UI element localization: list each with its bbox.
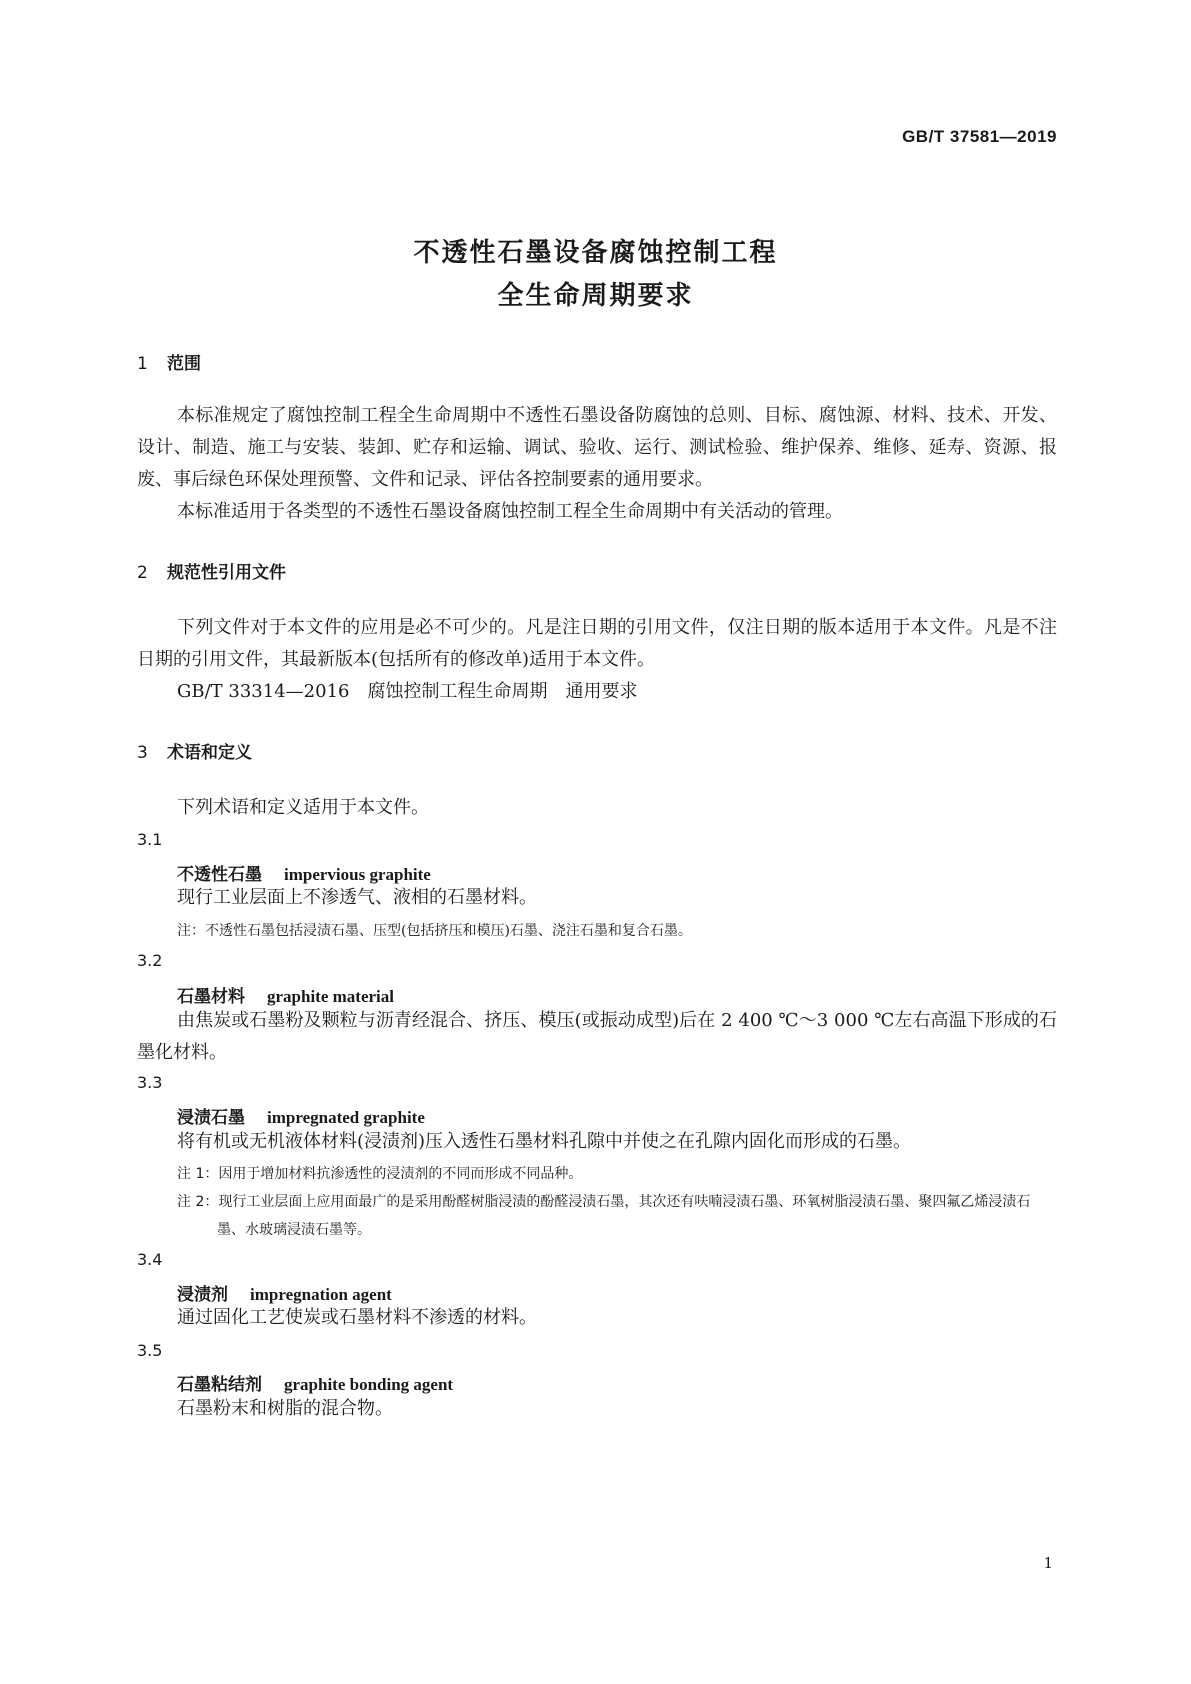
term-en: graphite material <box>267 987 394 1006</box>
term-heading <box>177 1370 453 1395</box>
section-1-heading <box>137 349 201 374</box>
term-definition: 将有机或无机液体材料(浸渍剂)压入透性石墨材料孔隙中并使之在孔隙内固化而形成的石墨。 <box>177 1131 912 1152</box>
page-number: 1 <box>1043 1554 1053 1572</box>
term-en: graphite bonding agent <box>284 1375 454 1394</box>
section-title: 范围 <box>167 354 201 374</box>
section-number: 1 <box>137 354 148 374</box>
document-title-line2: 全生命周期要求 <box>497 281 694 311</box>
term-definition: 由焦炭或石墨粉及颗粒与沥青经混合、挤压、模压(或振动成型)后在 2 400 ℃～3 000 ℃左右高温下形成的石墨化材料。 <box>137 1010 1057 1063</box>
note-text: 因用于增加材料抗渗透性的浸渍剂的不同而形成不同品种。 <box>218 1166 583 1182</box>
normative-reference: GB/T 33314—2016 腐蚀控制工程生命周期 通用要求 <box>177 681 638 702</box>
term-zh: 浸渍剂 <box>177 1285 228 1305</box>
clause-number: 3.2 <box>137 951 163 970</box>
section-number: 3 <box>137 743 148 763</box>
section-title: 规范性引用文件 <box>167 563 286 583</box>
clause-number: 3.1 <box>137 830 163 849</box>
term-definition: 石墨粉末和树脂的混合物。 <box>177 1398 393 1419</box>
section-number: 2 <box>137 563 148 583</box>
term-heading <box>177 1103 425 1128</box>
term-note: 注：不透性石墨包括浸渍石墨、压型(包括挤压和模压)石墨、浇注石墨和复合石墨。 <box>177 923 692 939</box>
term-zh: 浸渍石墨 <box>177 1108 245 1128</box>
section-2-heading <box>137 558 286 583</box>
section-3-heading <box>137 738 252 763</box>
term-zh: 石墨粘结剂 <box>177 1375 262 1395</box>
term-en: impregnated graphite <box>267 1108 425 1127</box>
term-note-1 <box>177 1160 1057 1188</box>
term-note-2 <box>177 1188 1057 1244</box>
term-en: impervious graphite <box>284 865 431 884</box>
clause-number: 3.3 <box>137 1073 163 1092</box>
term-heading <box>177 982 394 1007</box>
document-title-line1: 不透性石墨设备腐蚀控制工程 <box>413 238 778 268</box>
clause-number: 3.4 <box>137 1250 163 1269</box>
section-1-paragraph-2: 本标准适用于各类型的不透性石墨设备腐蚀控制工程全生命周期中有关活动的管理。 <box>177 501 843 522</box>
section-title: 术语和定义 <box>167 743 252 763</box>
term-en: impregnation agent <box>250 1285 392 1304</box>
section-2-paragraph: 下列文件对于本文件的应用是必不可少的。凡是注日期的引用文件，仅注日期的版本适用于本文件。凡是不注日期的引用文件，其最新版本(包括所有的修改单)适用于本文件。 <box>137 617 1057 670</box>
note-text: 现行工业层面上应用面最广的是采用酚醛树脂浸渍的酚醛浸渍石墨，其次还有呋喃浸渍石墨、环氧树脂浸渍石墨、聚四氟乙烯浸渍石墨、水玻璃浸渍石墨等。 <box>217 1194 1031 1238</box>
section-1-paragraph-1: 本标准规定了腐蚀控制工程全生命周期中不透性石墨设备防腐蚀的总则、目标、腐蚀源、材料、技术、开发、设计、制造、施工与安装、装卸、贮存和运输、调试、验收、运行、测试检验、维护保养、维修、延寿、资源、报废、事后绿色环保处理预警、文件和记录、评估各控制要素的通用要求。 <box>137 405 1057 490</box>
standard-code: GB/T 37581—2019 <box>902 127 1057 146</box>
term-zh: 不透性石墨 <box>177 865 262 885</box>
clause-number: 3.5 <box>137 1341 163 1360</box>
note-label: 注 1： <box>177 1166 219 1182</box>
term-zh: 石墨材料 <box>177 987 245 1007</box>
section-3-intro: 下列术语和定义适用于本文件。 <box>177 797 429 818</box>
term-definition: 通过固化工艺使炭或石墨材料不渗透的材料。 <box>177 1307 537 1328</box>
term-definition: 现行工业层面上不渗透气、液相的石墨材料。 <box>177 887 537 908</box>
note-label: 注 2： <box>177 1194 219 1210</box>
